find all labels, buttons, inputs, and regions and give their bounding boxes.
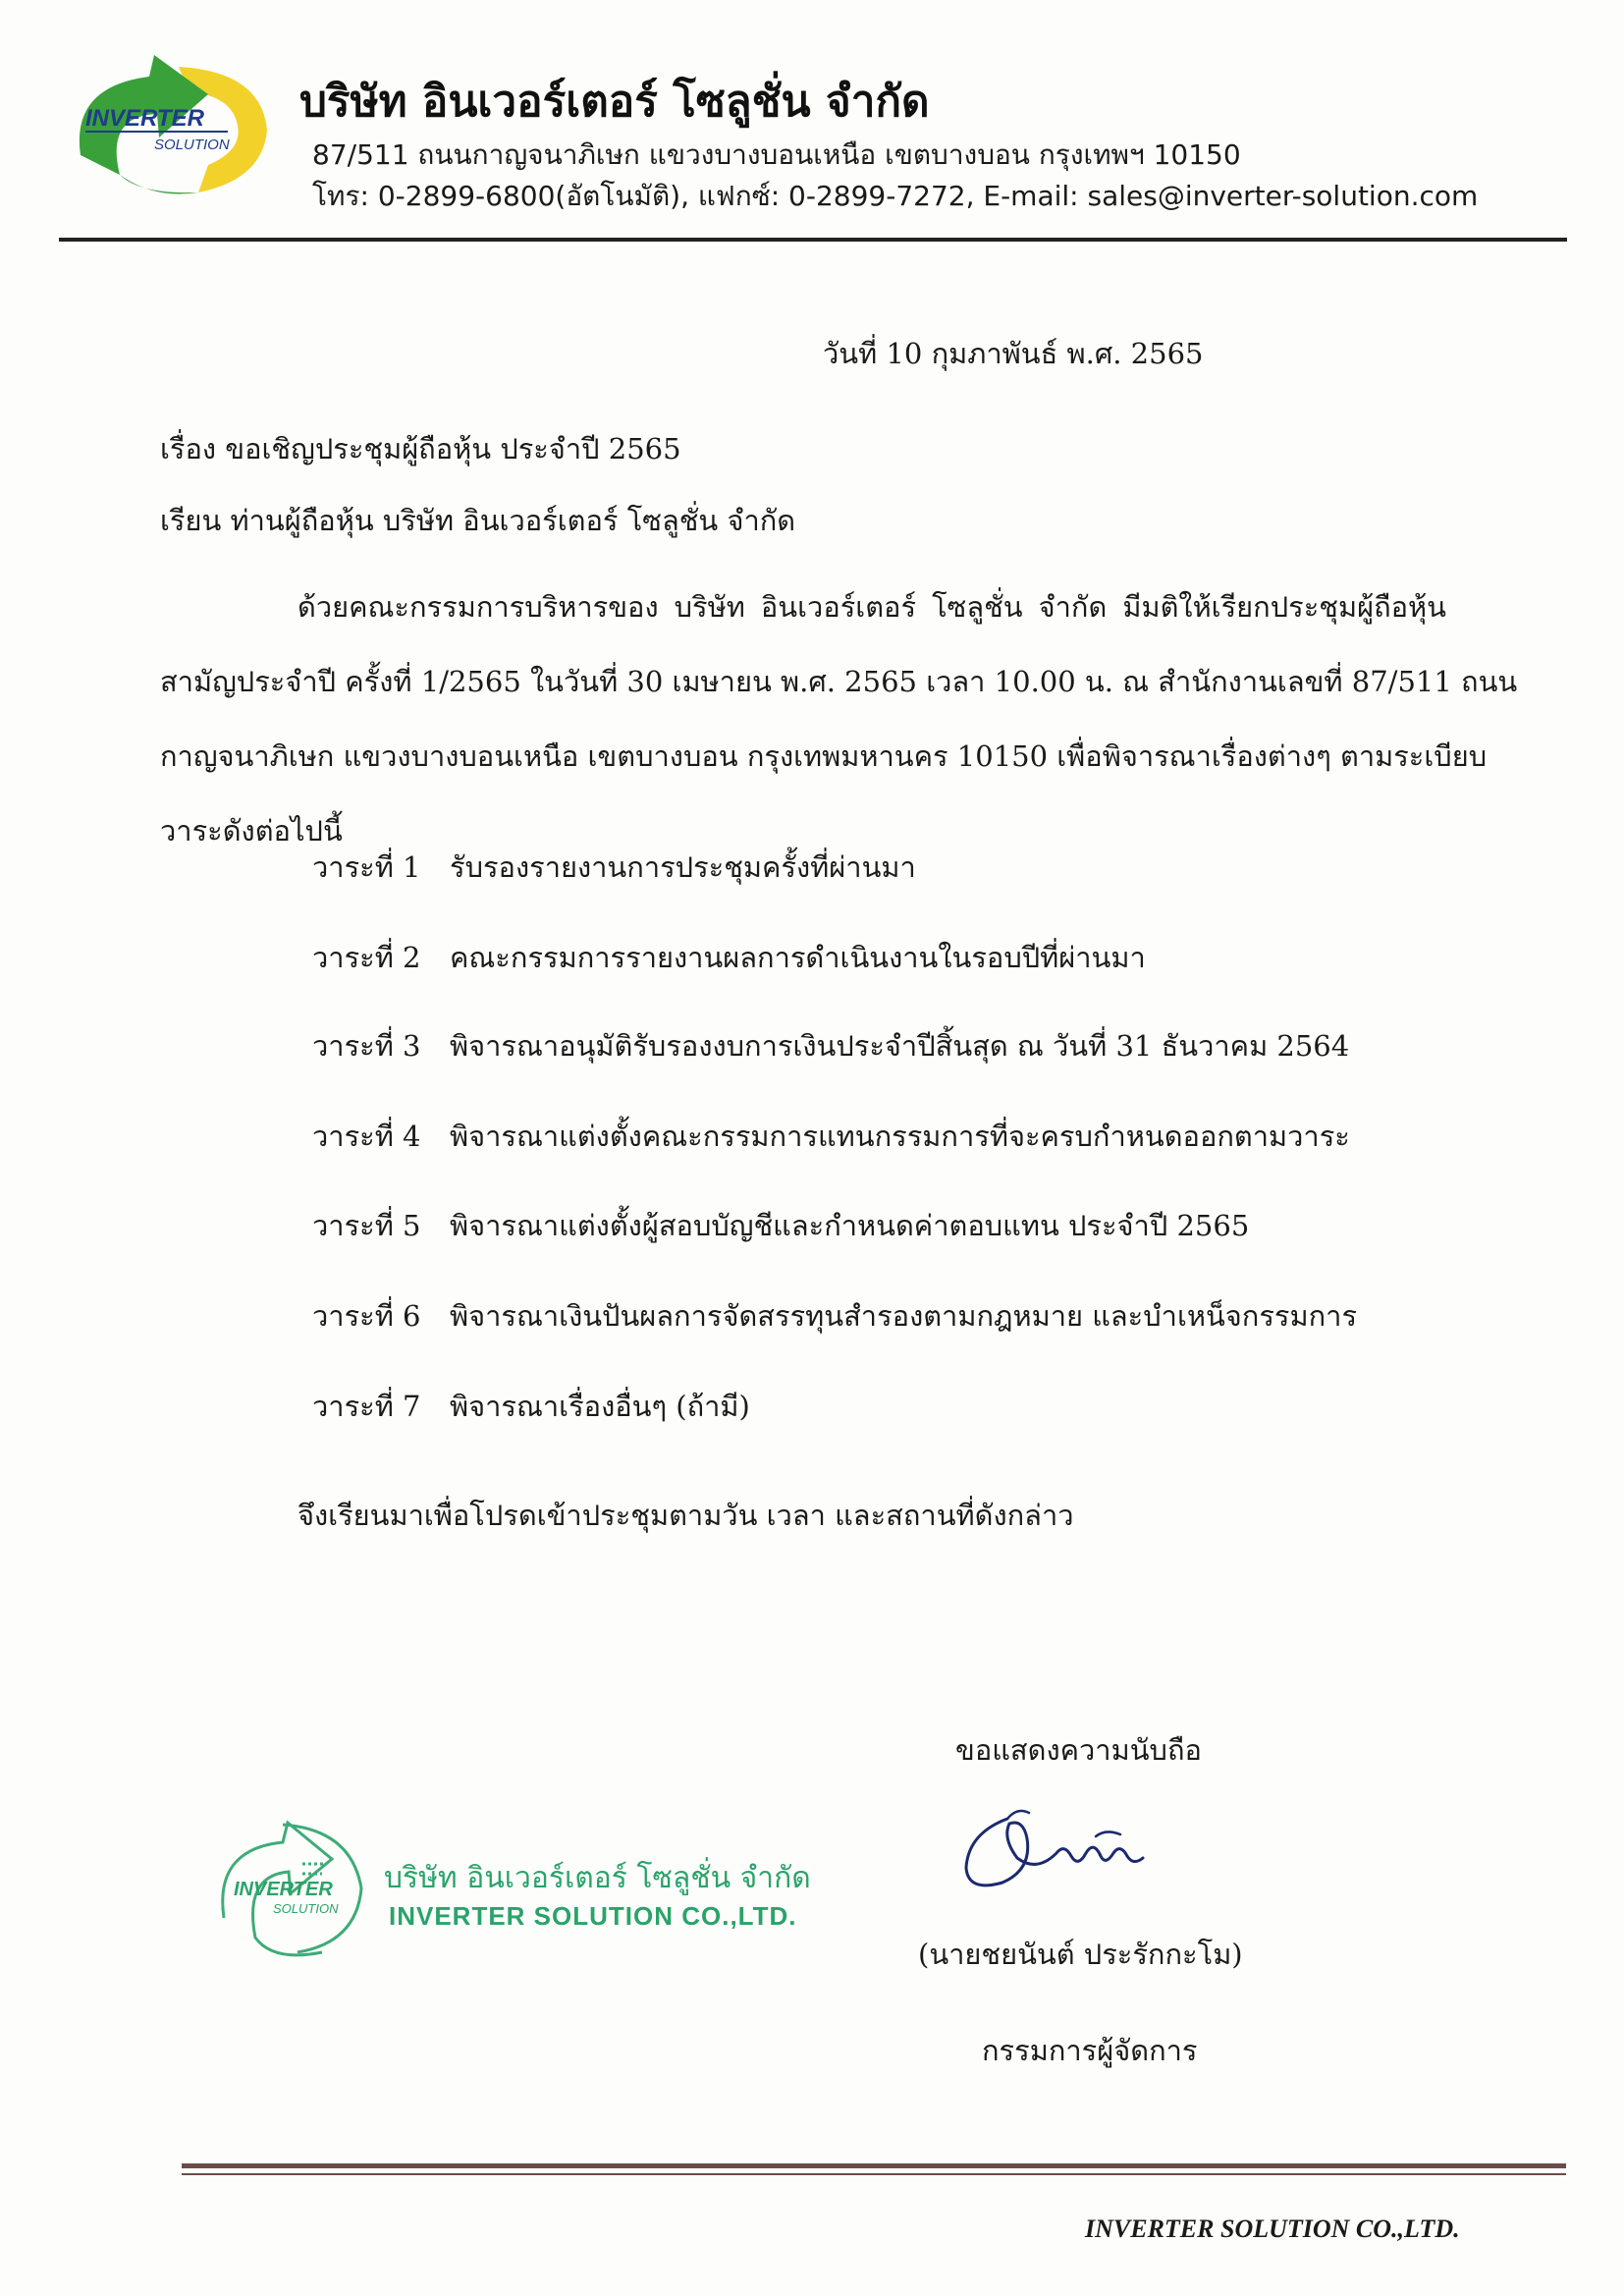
logo-word-bottom: SOLUTION [154, 137, 230, 153]
company-name: บริษัท อินเวอร์เตอร์ โซลูชั่น จำกัด [299, 77, 930, 127]
letter-subject: เรื่อง ขอเชิญประชุมผู้ถือหุ้น ประจำปี 2565 [160, 432, 681, 465]
agenda-text: พิจารณาอนุมัติรับรองงบการเงินประจำปีสิ้นสุด ณ วันที่ 31 ธันวาคม 2564 [450, 1029, 1350, 1063]
closing-line: จึงเรียนมาเพื่อโปรดเข้าประชุมตามวัน เวลา และสถานที่ดังกล่าว [298, 1499, 1074, 1532]
agenda-text: พิจารณาเรื่องอื่นๆ (ถ้ามี) [450, 1390, 750, 1423]
company-contact: โทร: 0-2899-6800(อัตโนมัติ), แฟกซ์: 0-2899-7272, E-mail: sales@inverter-solution.com [312, 180, 1479, 212]
signer-name: (นายชยนันต์ ประรักกะโม) [918, 1938, 1243, 1971]
intro-line: วาระดังต่อไปนี้ [160, 814, 343, 847]
regards-line: ขอแสดงความนับถือ [955, 1733, 1202, 1767]
company-stamp [204, 1805, 811, 1972]
stamp-company-english: INVERTER SOLUTION CO.,LTD. [389, 1901, 797, 1931]
agenda-text: คณะกรรมการรายงานผลการดำเนินงานในรอบปีที่ผ่านมา [450, 941, 1146, 974]
logo-word-top: INVERTER [85, 105, 204, 132]
agenda-number: วาระที่ 2 [312, 941, 421, 974]
letter-date: วันที่ 10 กุมภาพันธ์ พ.ศ. 2565 [823, 337, 1204, 370]
letter-salutation: เรียน ท่านผู้ถือหุ้น บริษัท อินเวอร์เตอร์ โซลูชั่น จำกัด [160, 504, 796, 537]
agenda-item [312, 1296, 1357, 1336]
agenda-text: รับรองรายงานการประชุมครั้งที่ผ่านมา [450, 850, 916, 884]
footer-company: INVERTER SOLUTION CO.,LTD. [1085, 2214, 1460, 2243]
intro-line: กาญจนาภิเษก แขวงบางบอนเหนือ เขตบางบอน กรุงเทพมหานคร 10150 เพื่อพิจารณาเรื่องต่างๆ ตามระเบียบ [160, 739, 1488, 773]
agenda-text: พิจารณาแต่งตั้งผู้สอบบัญชีและกำหนดค่าตอบแทน ประจำปี 2565 [450, 1209, 1250, 1242]
agenda-item [312, 1206, 1249, 1245]
footer-divider [182, 2173, 1566, 2175]
intro-line: สามัญประจำปี ครั้งที่ 1/2565 ในวันที่ 30 เมษายน พ.ศ. 2565 เวลา 10.00 น. ณ สำนักงานเลขที่ 87/511 ถนน [160, 665, 1518, 698]
footer-divider [182, 2163, 1566, 2168]
agenda-item [312, 1026, 1349, 1066]
header-divider [59, 238, 1567, 242]
agenda-item [312, 1387, 750, 1426]
signer-title: กรรมการผู้จัดการ [982, 2034, 1198, 2067]
stamp-logo-word-bottom: SOLUTION [273, 1901, 339, 1916]
agenda-number: วาระที่ 7 [312, 1390, 421, 1423]
agenda-item [312, 1117, 1350, 1156]
agenda-item [312, 847, 916, 887]
company-logo [61, 47, 277, 204]
agenda-number: วาระที่ 5 [312, 1209, 421, 1242]
stamp-logo-word-top: INVERTER [234, 1879, 333, 1900]
agenda-number: วาระที่ 1 [312, 850, 421, 884]
agenda-number: วาระที่ 4 [312, 1120, 421, 1153]
agenda-text: พิจารณาแต่งตั้งคณะกรรมการแทนกรรมการที่จะครบกำหนดออกตามวาระ [450, 1120, 1350, 1153]
agenda-number: วาระที่ 6 [312, 1299, 421, 1333]
intro-line: ด้วยคณะกรรมการบริหารของ บริษัท อินเวอร์เตอร์ โซลูชั่น จำกัด มีมติให้เรียกประชุมผู้ถือหุ้น [298, 590, 1446, 624]
intro-paragraph [160, 587, 1518, 850]
company-address: 87/511 ถนนกาญจนาภิเษก แขวงบางบอนเหนือ เขตบางบอน กรุงเทพฯ 10150 [312, 138, 1241, 171]
handwritten-signature [948, 1799, 1164, 1907]
agenda-item [312, 938, 1146, 977]
agenda-number: วาระที่ 3 [312, 1029, 421, 1063]
agenda-text: พิจารณาเงินปันผลการจัดสรรทุนสำรองตามกฎหมาย และบำเหน็จกรรมการ [450, 1299, 1358, 1333]
stamp-company-thai: บริษัท อินเวอร์เตอร์ โซลูชั่น จำกัด [384, 1861, 811, 1895]
